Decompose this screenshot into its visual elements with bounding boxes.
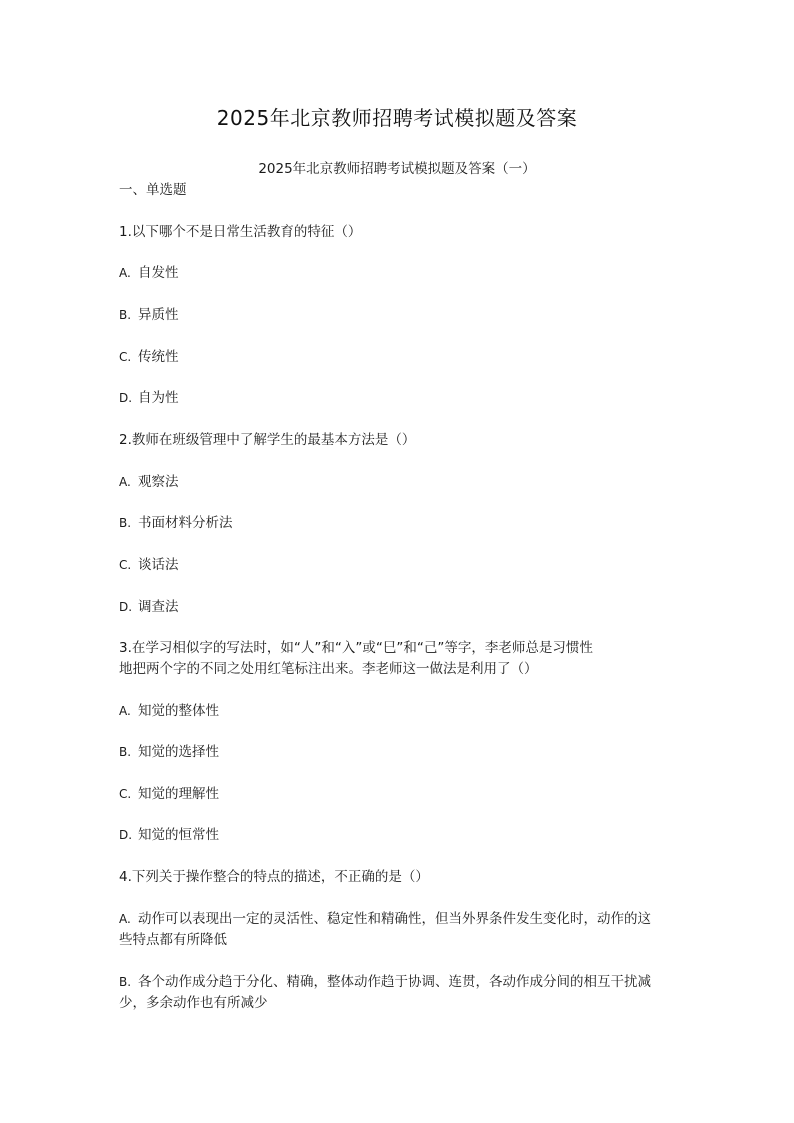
option-text: 谈话法 (138, 557, 179, 573)
question-1-option-b (119, 305, 689, 325)
question-1: 1.以下哪个不是日常生活教育的特征（） (119, 224, 362, 240)
document-title: 2025年北京教师招聘考试模拟题及答案 (216, 106, 578, 130)
option-letter: C. (119, 787, 132, 801)
option-text: 调查法 (138, 599, 179, 615)
option-text: 自发性 (138, 265, 179, 281)
option-letter: A. (119, 475, 131, 489)
question-4-option-a-line-2: 些特点都有所降低 (119, 932, 227, 948)
option-text: 异质性 (138, 307, 179, 323)
option-letter: C. (119, 558, 132, 572)
option-text: 知觉的选择性 (138, 744, 219, 760)
option-text: 各个动作成分趋于分化、精确，整体动作趋于协调、连贯，各动作成分间的相互干扰减 (138, 974, 651, 990)
option-letter: B. (119, 308, 132, 322)
question-2-option-a (119, 472, 689, 492)
question-4-option-b-line-1 (119, 972, 689, 992)
option-letter: C. (119, 350, 132, 364)
option-text: 传统性 (138, 349, 179, 365)
question-2: 2.教师在班级管理中了解学生的最基本方法是（） (119, 432, 416, 448)
question-1-option-d (119, 388, 689, 408)
option-text: 知觉的理解性 (138, 786, 219, 802)
option-letter: B. (119, 975, 132, 989)
option-letter: B. (119, 745, 132, 759)
question-3-option-c (119, 784, 689, 804)
option-text: 书面材料分析法 (138, 515, 233, 531)
question-4-option-b-line-2: 少，多余动作也有所减少 (119, 995, 268, 1011)
option-text: 知觉的整体性 (138, 703, 219, 719)
option-letter: D. (119, 828, 133, 842)
question-3-line-1: 3.在学习相似字的写法时，如“人”和“入”或“巳”和“己”等字，李老师总是习惯性 (119, 640, 593, 656)
question-2-option-c (119, 555, 689, 575)
option-text: 自为性 (138, 390, 179, 406)
option-text: 知觉的恒常性 (138, 827, 219, 843)
question-4-option-a-line-1 (119, 909, 689, 929)
question-2-option-d (119, 597, 689, 617)
question-4: 4.下列关于操作整合的特点的描述，不正确的是（） (119, 869, 429, 885)
option-text: 动作可以表现出一定的灵活性、稳定性和精确性，但当外界条件发生变化时，动作的这 (138, 911, 651, 927)
option-letter: D. (119, 391, 133, 405)
option-letter: D. (119, 600, 133, 614)
question-3-line-2: 地把两个字的不同之处用红笔标注出来。李老师这一做法是利用了（） (119, 661, 538, 677)
section-heading: 一、单选题 (119, 182, 187, 198)
option-letter: A. (119, 266, 131, 280)
option-letter: B. (119, 516, 132, 530)
question-3-option-a (119, 701, 689, 721)
question-1-option-a (119, 263, 689, 283)
question-3-option-d (119, 825, 689, 845)
question-1-option-c (119, 347, 689, 367)
option-letter: A. (119, 912, 131, 926)
question-3-option-b (119, 742, 689, 762)
question-2-option-b (119, 513, 689, 533)
option-text: 观察法 (138, 474, 179, 490)
option-letter: A. (119, 704, 131, 718)
document-subtitle: 2025年北京教师招聘考试模拟题及答案（一） (258, 161, 536, 177)
